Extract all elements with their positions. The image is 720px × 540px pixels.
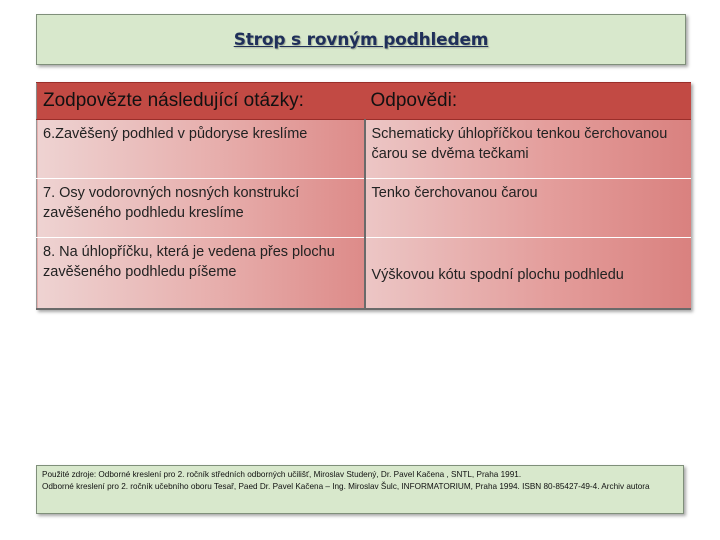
qa-table: [36, 82, 691, 310]
source-line: Odborné kreslení pro 2. ročník učebního oboru Tesař, Paed Dr. Pavel Kačena – Ing. Miroslav Šulc, INFORMATORIUM, Praha 1994. ISBN 80-85427-49-4. Archiv autora: [42, 482, 650, 491]
table-header-row: [37, 83, 691, 120]
answer-cell: Tenko čerchovanou čarou: [365, 179, 691, 238]
answer-cell: Výškovou kótu spodní plochu podhledu: [365, 238, 691, 310]
question-cell: 7. Osy vodorovných nosných konstrukcí zavěšeného podhledu kreslíme: [37, 179, 365, 238]
table-row: [37, 179, 691, 238]
header-answers: Odpovědi:: [365, 83, 691, 120]
sources-footer: [36, 465, 684, 514]
question-cell: 8. Na úhlopříčku, která je vedena přes plochu zavěšeného podhledu píšeme: [37, 238, 365, 310]
table-row: [37, 120, 691, 179]
table-row: [37, 238, 691, 310]
header-questions: Zodpovězte následující otázky:: [37, 83, 365, 120]
title-box: [36, 14, 686, 65]
source-line: Použité zdroje: Odborné kreslení pro 2. ročník středních odborných učilišť, Miroslav Studený, Dr. Pavel Kačena , SNTL, Praha 1991.: [42, 470, 522, 479]
slide-title: Strop s rovným podhledem: [233, 29, 489, 50]
answer-cell: Schematicky úhlopříčkou tenkou čerchovanou čarou se dvěma tečkami: [365, 120, 691, 179]
question-cell: 6.Zavěšený podhled v půdoryse kreslíme: [37, 120, 365, 179]
